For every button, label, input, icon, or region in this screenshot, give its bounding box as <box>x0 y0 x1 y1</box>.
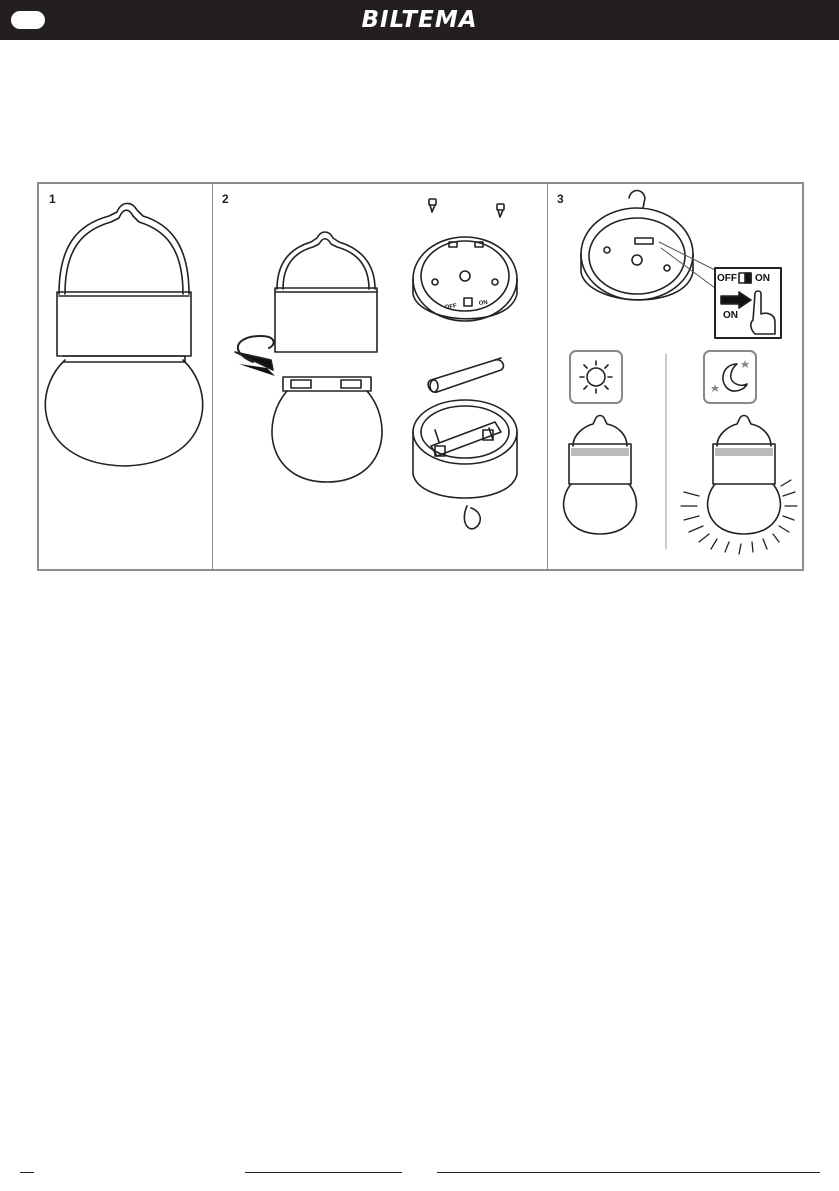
step-number-3: 3 <box>557 192 564 206</box>
footer-rule <box>245 1172 402 1173</box>
step-number-1: 1 <box>49 192 56 206</box>
light-rays <box>681 480 797 554</box>
footer-rule <box>437 1172 820 1173</box>
sun-icon <box>570 351 622 403</box>
instruction-figure <box>37 182 804 571</box>
base-on-label: ON <box>478 299 489 307</box>
header-bar <box>0 0 839 40</box>
battery-compartment <box>413 400 517 529</box>
battery-icon <box>428 358 503 392</box>
base-off-label: OFF <box>444 303 458 311</box>
illustration-canvas <box>39 184 802 569</box>
footer-rule <box>20 1172 34 1173</box>
moon-icon <box>704 351 756 403</box>
screw-icon <box>429 199 504 217</box>
lantern-assembled <box>45 203 202 466</box>
brand-logo: BILTEMA <box>361 7 478 33</box>
lantern-base-plate <box>413 237 517 321</box>
rotate-arrow-icon <box>235 336 275 376</box>
switch-arrow-label: ON <box>723 310 738 321</box>
lantern-underside <box>581 191 693 301</box>
lantern-top-housing <box>275 232 377 352</box>
lantern-lit <box>708 416 781 535</box>
step-number-2: 2 <box>222 192 229 206</box>
lantern-unlit <box>564 416 637 535</box>
switch-off-label: OFF <box>717 273 737 284</box>
switch-on-label: ON <box>755 273 770 284</box>
lantern-globe <box>272 377 382 482</box>
